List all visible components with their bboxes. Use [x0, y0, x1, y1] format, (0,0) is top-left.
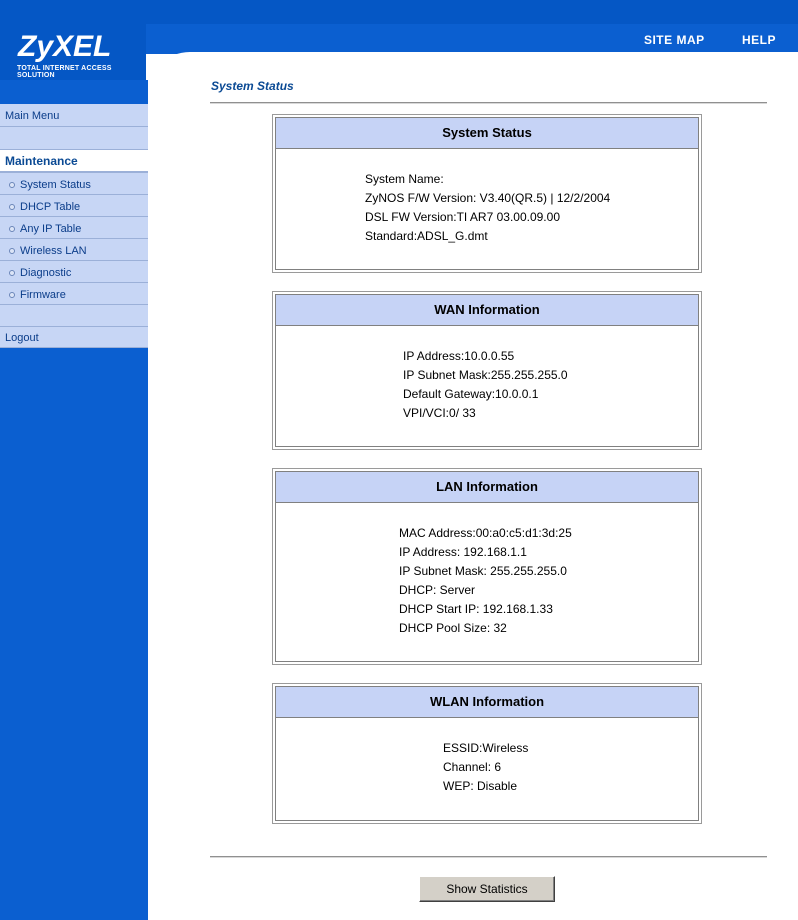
panel-title: LAN Information — [276, 472, 698, 503]
sidebar-item-label: DHCP Table — [20, 201, 81, 213]
maintenance-label: Maintenance — [5, 154, 78, 168]
sidebar-item-system-status[interactable] — [0, 173, 148, 195]
lan-dhcp-start-ip: DHCP Start IP: 192.168.1.33 — [399, 602, 553, 616]
sidebar-spacer — [0, 127, 148, 150]
system-name: System Name: — [365, 172, 444, 186]
sidebar-item-label: Firmware — [20, 289, 66, 301]
standard: Standard:ADSL_G.dmt — [365, 229, 488, 243]
sidebar-item-label: System Status — [20, 179, 91, 191]
wlan-wep: WEP: Disable — [443, 779, 518, 793]
top-links — [610, 33, 776, 47]
lan-information-panel — [272, 468, 702, 665]
show-statistics-button[interactable]: Show Statistics — [419, 876, 555, 902]
help-link[interactable]: HELP — [741, 33, 776, 47]
system-status-panel — [272, 114, 702, 273]
bullet-icon — [9, 292, 15, 298]
sidebar-item-diagnostic[interactable] — [0, 261, 148, 283]
site-map-link[interactable]: SITE MAP — [643, 33, 705, 47]
wlan-channel: Channel: 6 — [443, 760, 502, 774]
divider-bottom — [210, 856, 767, 858]
sidebar-item-wireless-lan[interactable] — [0, 239, 148, 261]
sidebar-section-maintenance — [0, 150, 148, 173]
bullet-icon — [9, 182, 15, 188]
logo-brand: ZyXEL — [18, 30, 112, 63]
bullet-icon — [9, 204, 15, 210]
logout-label: Logout — [5, 332, 39, 344]
sidebar-item-any-ip-table[interactable] — [0, 217, 148, 239]
bullet-icon — [9, 226, 15, 232]
wlan-information-panel — [272, 683, 702, 824]
wan-subnet-mask: IP Subnet Mask:255.255.255.0 — [403, 368, 568, 382]
panel-title: WLAN Information — [276, 687, 698, 718]
wan-vpi-vci: VPI/VCI:0/ 33 — [403, 406, 476, 420]
divider-top — [210, 102, 767, 104]
bullet-icon — [9, 248, 15, 254]
zynos-version: ZyNOS F/W Version: V3.40(QR.5) | 12/2/2004 — [365, 191, 611, 205]
lan-dhcp-pool-size: DHCP Pool Size: 32 — [399, 621, 507, 635]
top-bar — [0, 0, 798, 24]
page-title: System Status — [211, 79, 294, 93]
lan-mac-address: MAC Address:00:a0:c5:d1:3d:25 — [399, 526, 572, 540]
sidebar-item-label: Wireless LAN — [20, 245, 87, 257]
sidebar-item-label: Any IP Table — [20, 223, 82, 235]
sidebar-item-label: Diagnostic — [20, 267, 72, 279]
sidebar-item-firmware[interactable] — [0, 283, 148, 305]
logo-tagline: TOTAL INTERNET ACCESS SOLUTION — [17, 65, 112, 79]
panel-title: WAN Information — [276, 295, 698, 326]
zyxel-logo — [0, 24, 146, 82]
wan-ip-address: IP Address:10.0.0.55 — [403, 349, 515, 363]
sidebar-item-main-menu[interactable] — [0, 104, 148, 127]
lan-dhcp: DHCP: Server — [399, 583, 476, 597]
wan-information-panel — [272, 291, 702, 450]
wlan-essid: ESSID:Wireless — [443, 741, 529, 755]
main-menu-label: Main Menu — [5, 110, 60, 122]
sidebar-spacer — [0, 305, 148, 327]
bullet-icon — [9, 270, 15, 276]
panel-title: System Status — [276, 118, 698, 149]
dsl-fw-version: DSL FW Version:TI AR7 03.00.09.00 — [365, 210, 560, 224]
sidebar-item-dhcp-table[interactable] — [0, 195, 148, 217]
sidebar-item-logout[interactable] — [0, 327, 148, 348]
lan-subnet-mask: IP Subnet Mask: 255.255.255.0 — [399, 564, 567, 578]
lan-ip-address: IP Address: 192.168.1.1 — [399, 545, 527, 559]
wan-default-gateway: Default Gateway:10.0.0.1 — [403, 387, 539, 401]
